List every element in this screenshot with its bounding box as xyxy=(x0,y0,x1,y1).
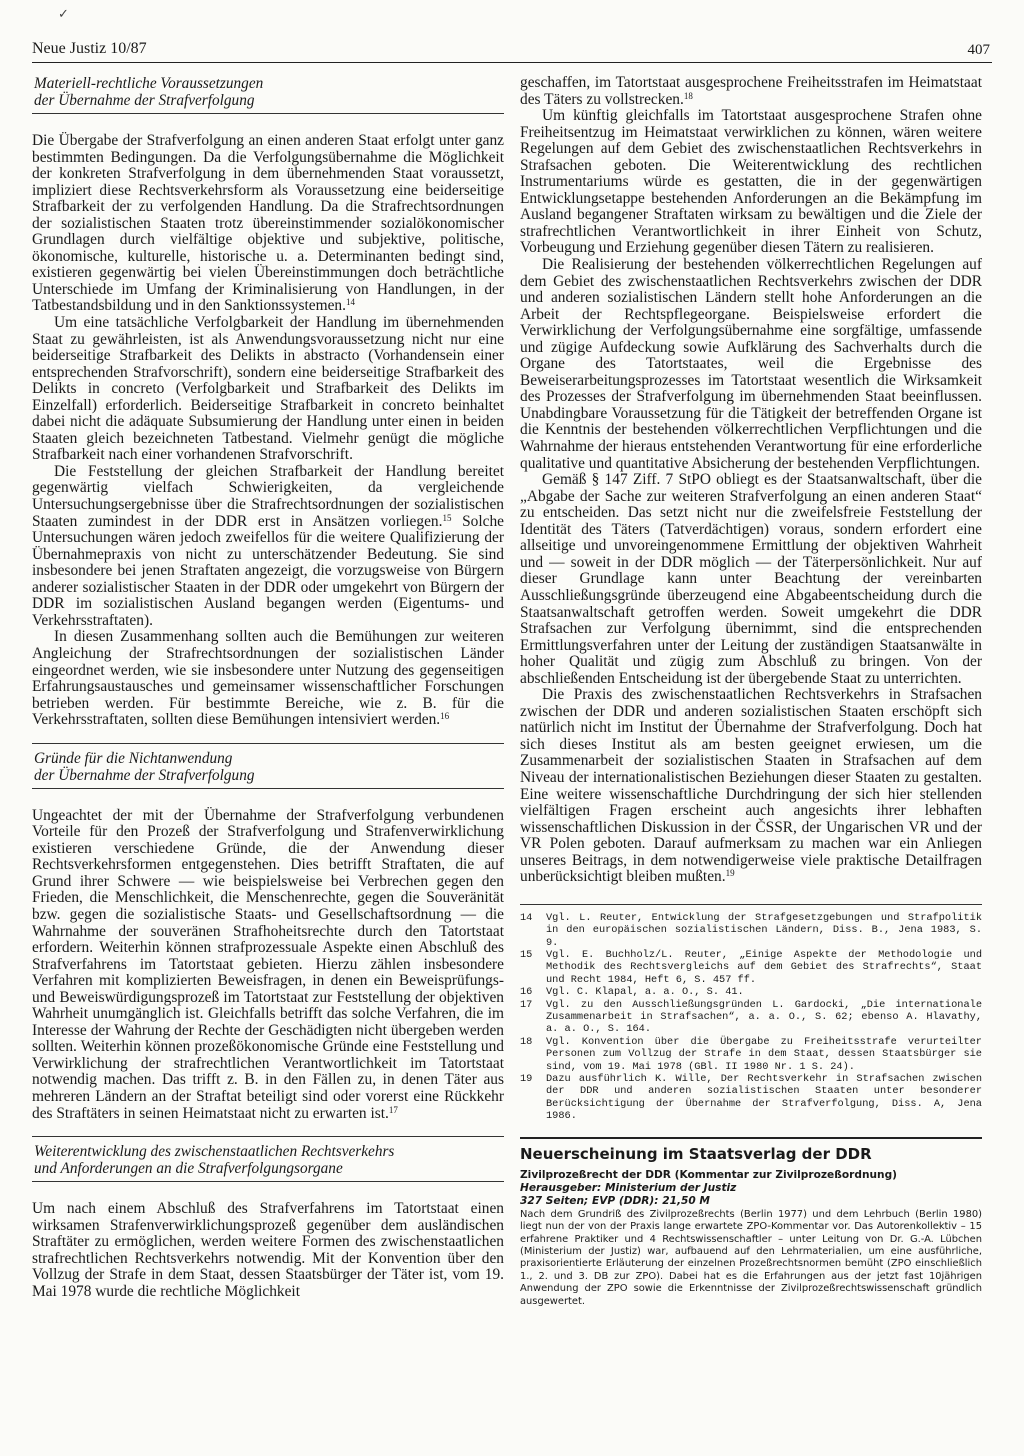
paragraph: Die Praxis des zwischenstaatlichen Rechtsverkehrs in Strafsachen zwischen der DDR und anderen sozialistischen Staaten erschöpft sich natürlich nicht im Institut der Übernahme der Strafverfolgung. Doch hat sich dieses Institut als am besten geeignet erwiesen, um die Zusammenarbeit der sozialistischen Staaten in Strafsachen auf dem Niveau der internationalistischen Beziehungen dieser Staaten zu gestalten. Eine weitere wissenschaftliche Durchdringung der sich hier stellenden vielfältigen Fragen erscheint auch angesichts ihrer lebhaften wissenschaftlichen Diskussion in der ČSSR, der Ungarischen VR und der VR Polen geboten. Darauf aufmerksam zu machen war ein Anliegen unseres Beitrags, in dem notwendigerweise viele praktische Detailfragen unberücksichtigt bleiben mußten.$^{19}$ xyxy=(520,686,982,886)
publication-heading: Neuerscheinung im Staatsverlag der DDR xyxy=(520,1144,872,1163)
section-heading-3: Weiterentwicklung des zwischenstaatlichen Rechtsverkehrs und Anforderungen an die Strafverfolgungsorgane xyxy=(32,1136,504,1182)
paragraph: geschaffen, im Tatortstaat ausgesprochene Freiheitsstrafen im Heimatstaat des Täters zu vollstrecken.$^{18}$ xyxy=(520,74,982,108)
paragraph: Die Feststellung der gleichen Strafbarkeit der Handlung bereitet gegenwärtig vielfach Schwierigkeiten, da vergleichende Untersuchungsergebnisse über die Strafrechtsordnungen der sozialistischen Staaten zumindest in der DDR erst in Ansätzen vorliegen.$^{15}$ Solche Untersuchungen wären jedoch zweifellos für die weitere Qualifizierung der Übernahmepraxis von nicht zu unterschätzender Bedeutung. Sie sind insbesondere bei jenen Straftaten angezeigt, die vorzugsweise von Bürgern anderer sozialistischer Staaten in der DDR oder umgekehrt von Bürgern der DDR im sozialistischen Ausland begangen werden (Eigentums- und Verkehrsstraftaten). xyxy=(32,462,504,629)
journal-issue: Neue Justiz 10/87 xyxy=(32,40,147,57)
paragraph: Um eine tatsächliche Verfolgbarkeit der Handlung im übernehmenden Staat zu gewährleisten, ist als Anwendungsvoraussetzung nicht nur eine beiderseitige Strafbarkeit des Delikts in abstracto (Vorhandensein einer entsprechenden Strafvorschrift), sondern eine beiderseitige Strafbarkeit des Delikts in concreto (Verfolgbarkeit und Strafbarkeit des Delikts im Einzelfall) erforderlich. Beiderseitige Strafbarkeit in concreto beinhaltet dabei nicht die adäquate Subsumierung der Handlung unter einen in beiden Staaten gleich bezeichneten Tatbestand. Vielmehr genügt die mögliche Strafbarkeit nach einer vorhandenen Strafvorschrift. xyxy=(32,314,504,464)
paragraph: Gemäß § 147 Ziff. 7 StPO obliegt es der Staatsanwaltschaft, über die „Abgabe der Sache zur weiteren Strafverfolgung an einen anderen Staat“ zu entscheiden. Das setzt nicht nur die zweifelsfreie Feststellung der Identität des Täters (Tatverdächtigen) voraus, sondern erfordert eine allseitige und unvoreingenommene Ermittlung der objektiven Wahrheit und — soweit in der DDR möglich — der Täterpersönlichkeit. Nur auf dieser Grundlage kann unter Beachtung der vereinbarten Ausschließungsgründe überzeugend eine Abgabeentscheidung durch die Staatsanwaltschaft getroffen werden. Soweit umgekehrt die DDR Strafsachen zur Verfolgung übernimmt, sind die entsprechenden Ermittlungsverfahren unter der Leitung der zuständigen Staatsanwälte in hoher Qualität und zügig zum Abschluß zu bringen. Von der abschließenden Entscheidung ist der übergebende Staat zu unterrichten. xyxy=(520,471,982,687)
footnote-ref: 17 xyxy=(388,1104,398,1115)
footnote-ref: 16 xyxy=(440,711,450,722)
footnote: 14 Vgl. L. Reuter, Entwicklung der Strafgesetzgebungen und Strafpolitik in den europäischen sozialistischen Ländern, Diss. B., Jena 1983, S. 9. xyxy=(520,911,982,949)
header-rule xyxy=(32,62,992,63)
paragraph: Die Übergabe der Strafverfolgung an einen anderen Staat erfolgt unter ganz bestimmten Bedingungen. Da die Verfolgungsübernahme die Möglichkeit der konkreten Strafverfolgung in dem übernehmenden Staat voraussetzt, impliziert diese Rechtsverkehrsform als Voraussetzung eine beiderseitige Strafbarkeit der zu verfolgenden Handlung. Da die Strafrechtsordnungen der sozialistischen Staaten trotz übereinstimmender sozialökonomischer Grundlagen durch vielfältige objektive und subjektive, politische, ökonomische, kulturelle, historische u. a. Determinanten bedingt sind, existieren gegenwärtig bei vielen Übereinstimmungen doch beträchtliche Unterschiede im Umfang der Kriminalisierung von Handlungen, in der Tatbestandsbildung und in den Sanktionssystemen.$^{14}$ xyxy=(32,132,504,315)
scan-mark: ✓ xyxy=(58,6,69,21)
page-header xyxy=(32,40,992,62)
section-heading-1: Materiell-rechtliche Voraussetzungen der Übernahme der Strafverfolgung xyxy=(32,75,504,114)
footnote-ref: 18 xyxy=(683,90,693,101)
footnote: 15 Vgl. E. Buchholz/L. Reuter, „Einige Aspekte der Methodologie und Methodik des Rechtsvergleichs auf dem Gebiet des Strafrechts“, Staat und Recht 1984, Heft 6, S. 457 ff. xyxy=(520,949,982,986)
book-editor: Herausgeber: Ministerium der Justiz xyxy=(520,1181,737,1194)
paragraph: Um nach einem Abschluß des Strafverfahrens im Tatortstaat einen wirksamen Strafenverwirklichungsprozeß gegenüber dem ausländischen Straftäter zu ermöglichen, werden weitere Formen des zwischenstaatlichen strafrechtlichen Rechtsverkehrs notwendig. Mit der Konvention über den Vollzug der Strafe in dem Staat, dessen Staatsbürger der Täter ist, vom 19. Mai 1978 wurde die rechtliche Möglichkeit xyxy=(32,1200,504,1300)
book-description: Nach dem Grundriß des Zivilprozeßrechts (Berlin 1977) und dem Lehrbuch (Berlin 1980) liegt nun der von der Praxis lange erwartete ZPO-Kommentar vor. Das Autorenkollektiv – 15 erfahrene Praktiker und 4 Rechtswissenschaftler – unter Leitung von Dr. G.-A. Lübchen (Ministerium der Justiz) war, aufbauend auf den Lehrmaterialien, um eine ausführliche, praxisorientierte Erläuterung der einzelnen Prozeßrechtsnormen bemüht (ZPO einschließlich 1., 2. und 3. DB zur ZPO). Dabei hat es die Erfahrungen aus der jetzt fast 10jährigen Anwendung der ZPO sowie die Erkenntnisse der Zivilprozeßrechtswissenschaft gründlich ausgewertet. xyxy=(520,1208,982,1307)
paragraph: Um künftig gleichfalls im Tatortstaat ausgesprochene Strafen ohne Freiheitsentzug im Heimatstaat verwirklichen zu können, wären weitere Regelungen auf dem Gebiet des zwischenstaatlichen Rechtsverkehrs in Strafsachen geboten. Die Weiterentwicklung des rechtlichen Instrumentariums würde es gestatten, die in der gegenwärtigen Entwicklungsetappe bestehenden Anforderungen an die Bekämpfung im Ausland begangener Straftaten wirksam zu bewältigen und die Ziele der strafrechtlichen Verantwortlichkeit in ihrer Einheit von Schutz, Vorbeugung und Erziehung gegenüber diesen Tätern zu realisieren. xyxy=(520,107,982,257)
footnotes xyxy=(520,904,982,1123)
left-column xyxy=(32,75,504,1300)
footnote: 18 Vgl. Konvention über die Übergabe zu Freiheitsstrafe verurteilter Personen zum Vollzug der Strafe in dem Staat, dessen Staatsbürger sie sind, vom 19. Mai 1978 (GBl. II 1980 Nr. 1 S. 24). xyxy=(520,1035,982,1073)
footnote: 16 Vgl. C. Klapal, a. a. O., S. 41. xyxy=(520,986,744,999)
paragraph: Die Realisierung der bestehenden völkerrechtlichen Regelungen auf dem Gebiet des zwischenstaatlichen Rechtsverkehrs zwischen der DDR und anderen sozialistischen Ländern stellt hohe Anforderungen an die Arbeit der Rechtspflegeorgane. Beispielsweise erfordert die Verwirklichung der Verfolgungsübernahme eine sorgfältige, umfassende und zügige Aufdeckung sowie Aufklärung des Sachverhalts durch die Organe des Tatortstaates, weil die Ergebnisse des Beweiserarbeitungsprozesses im Tatortstaat wesentlich die Wirksamkeit des Prozesses der Strafverfolgung im übernehmenden Staat beeinflussen. Unabdingbare Voraussetzung für die Tätigkeit der betreffenden Organe ist die Kenntnis der bestehenden völkerrechtlichen Verpflichtungen und die Wahrnahme der hieraus entstehenden Verantwortung für eine erforderliche qualitative und quantitative Absicherung der bestehenden Verpflichtungen. xyxy=(520,256,982,472)
book-details: 327 Seiten; EVP (DDR): 21,50 M xyxy=(520,1194,710,1207)
footnote-ref: 19 xyxy=(725,868,735,879)
footnote: 17 Vgl. zu den Ausschließungsgründen L. Gardocki, „Die internationale Zusammenarbeit in Strafsachen“, a. a. O., S. 62; ebenso A. Hlavathy, a. a. O., S. 164. xyxy=(520,998,982,1036)
paragraph: In diesen Zusammenhang sollten auch die Bemühungen zur weiteren Angleichung der Strafrechtsordnungen der sozialistischen Länder eingeordnet werden, wie sie insbesondere unter Nutzung des gegenseitigen Erfahrungsaustausches und gemeinsamer wissenschaftlicher Forschungen betrieben werden. Für bestimmte Bereiche, wie z. B. für die Verkehrsstraftaten, sollten diese Bemühungen intensiviert werden.$^{16}$ xyxy=(32,628,504,729)
book-title: Zivilprozeßrecht der DDR (Kommentar zur Zivilprozeßordnung) xyxy=(520,1168,897,1181)
page-number: 407 xyxy=(967,42,990,58)
publication-notice xyxy=(520,1137,982,1308)
right-column xyxy=(520,75,982,1308)
section-heading-2: Gründe für die Nichtanwendung der Übernahme der Strafverfolgung xyxy=(32,743,504,789)
footnote-ref: 15 xyxy=(442,512,452,523)
footnote: 19 Dazu ausführlich K. Wille, Der Rechtsverkehr in Strafsachen zwischen der DDR und anderen sozialistischen Staaten unter besonderer Berücksichtigung der Übernahme der Strafverfolgung, Diss. A, Jena 1986. xyxy=(520,1073,982,1123)
paragraph: Ungeachtet der mit der Übernahme der Strafverfolgung verbundenen Vorteile für den Prozeß der Strafverfolgung und Strafenverwirklichung existieren verschiedene Gründe, die der Anwendung dieser Rechtsverkehrsformen entgegenstehen. Dies betrifft Straftaten, die auf Grund ihrer Schwere — wie beispielsweise bei Verbrechen gegen den Frieden, die Menschlichkeit, die Menschenrechte, gegen die Souveränität bzw. gegen die sozialistische Staats- und Gesellschaftsordnung — die Wahrnahme der souveränen Strafhoheitsrechte durch den Tatortstaat erfordern. Weiterhin können strafprozessuale Aspekte einen Abschluß des Strafverfahrens im Tatortstaat gebieten. Hierzu zählen insbesondere Verfahren mit komplizierten Beweisfragen, in denen ein Beweisprüfungs- und Beweiswürdigungsprozeß im Tatortstaat zur Feststellung der objektiven Wahrheit unumgänglich ist. Gleichfalls betrifft das solche Verfahren, die im Interesse der Wahrung der Rechte der Geschädigten nicht übergeben werden sollten. Weiterhin können prozeßökonomische Gründe eine Feststellung und Verwirklichung der strafrechtlichen Verantwortlichkeit im Tatortstaat notwendig machen. Das trifft z. B. in den Fällen zu, in denen Täter aus mehreren Ländern an der Straftat beteiligt sind oder vorerst eine Rückkehr des Straftäters in seinen Heimatstaat nicht zu erwarten ist.$^{17}$ xyxy=(32,806,504,1122)
footnote-ref: 14 xyxy=(345,297,355,308)
